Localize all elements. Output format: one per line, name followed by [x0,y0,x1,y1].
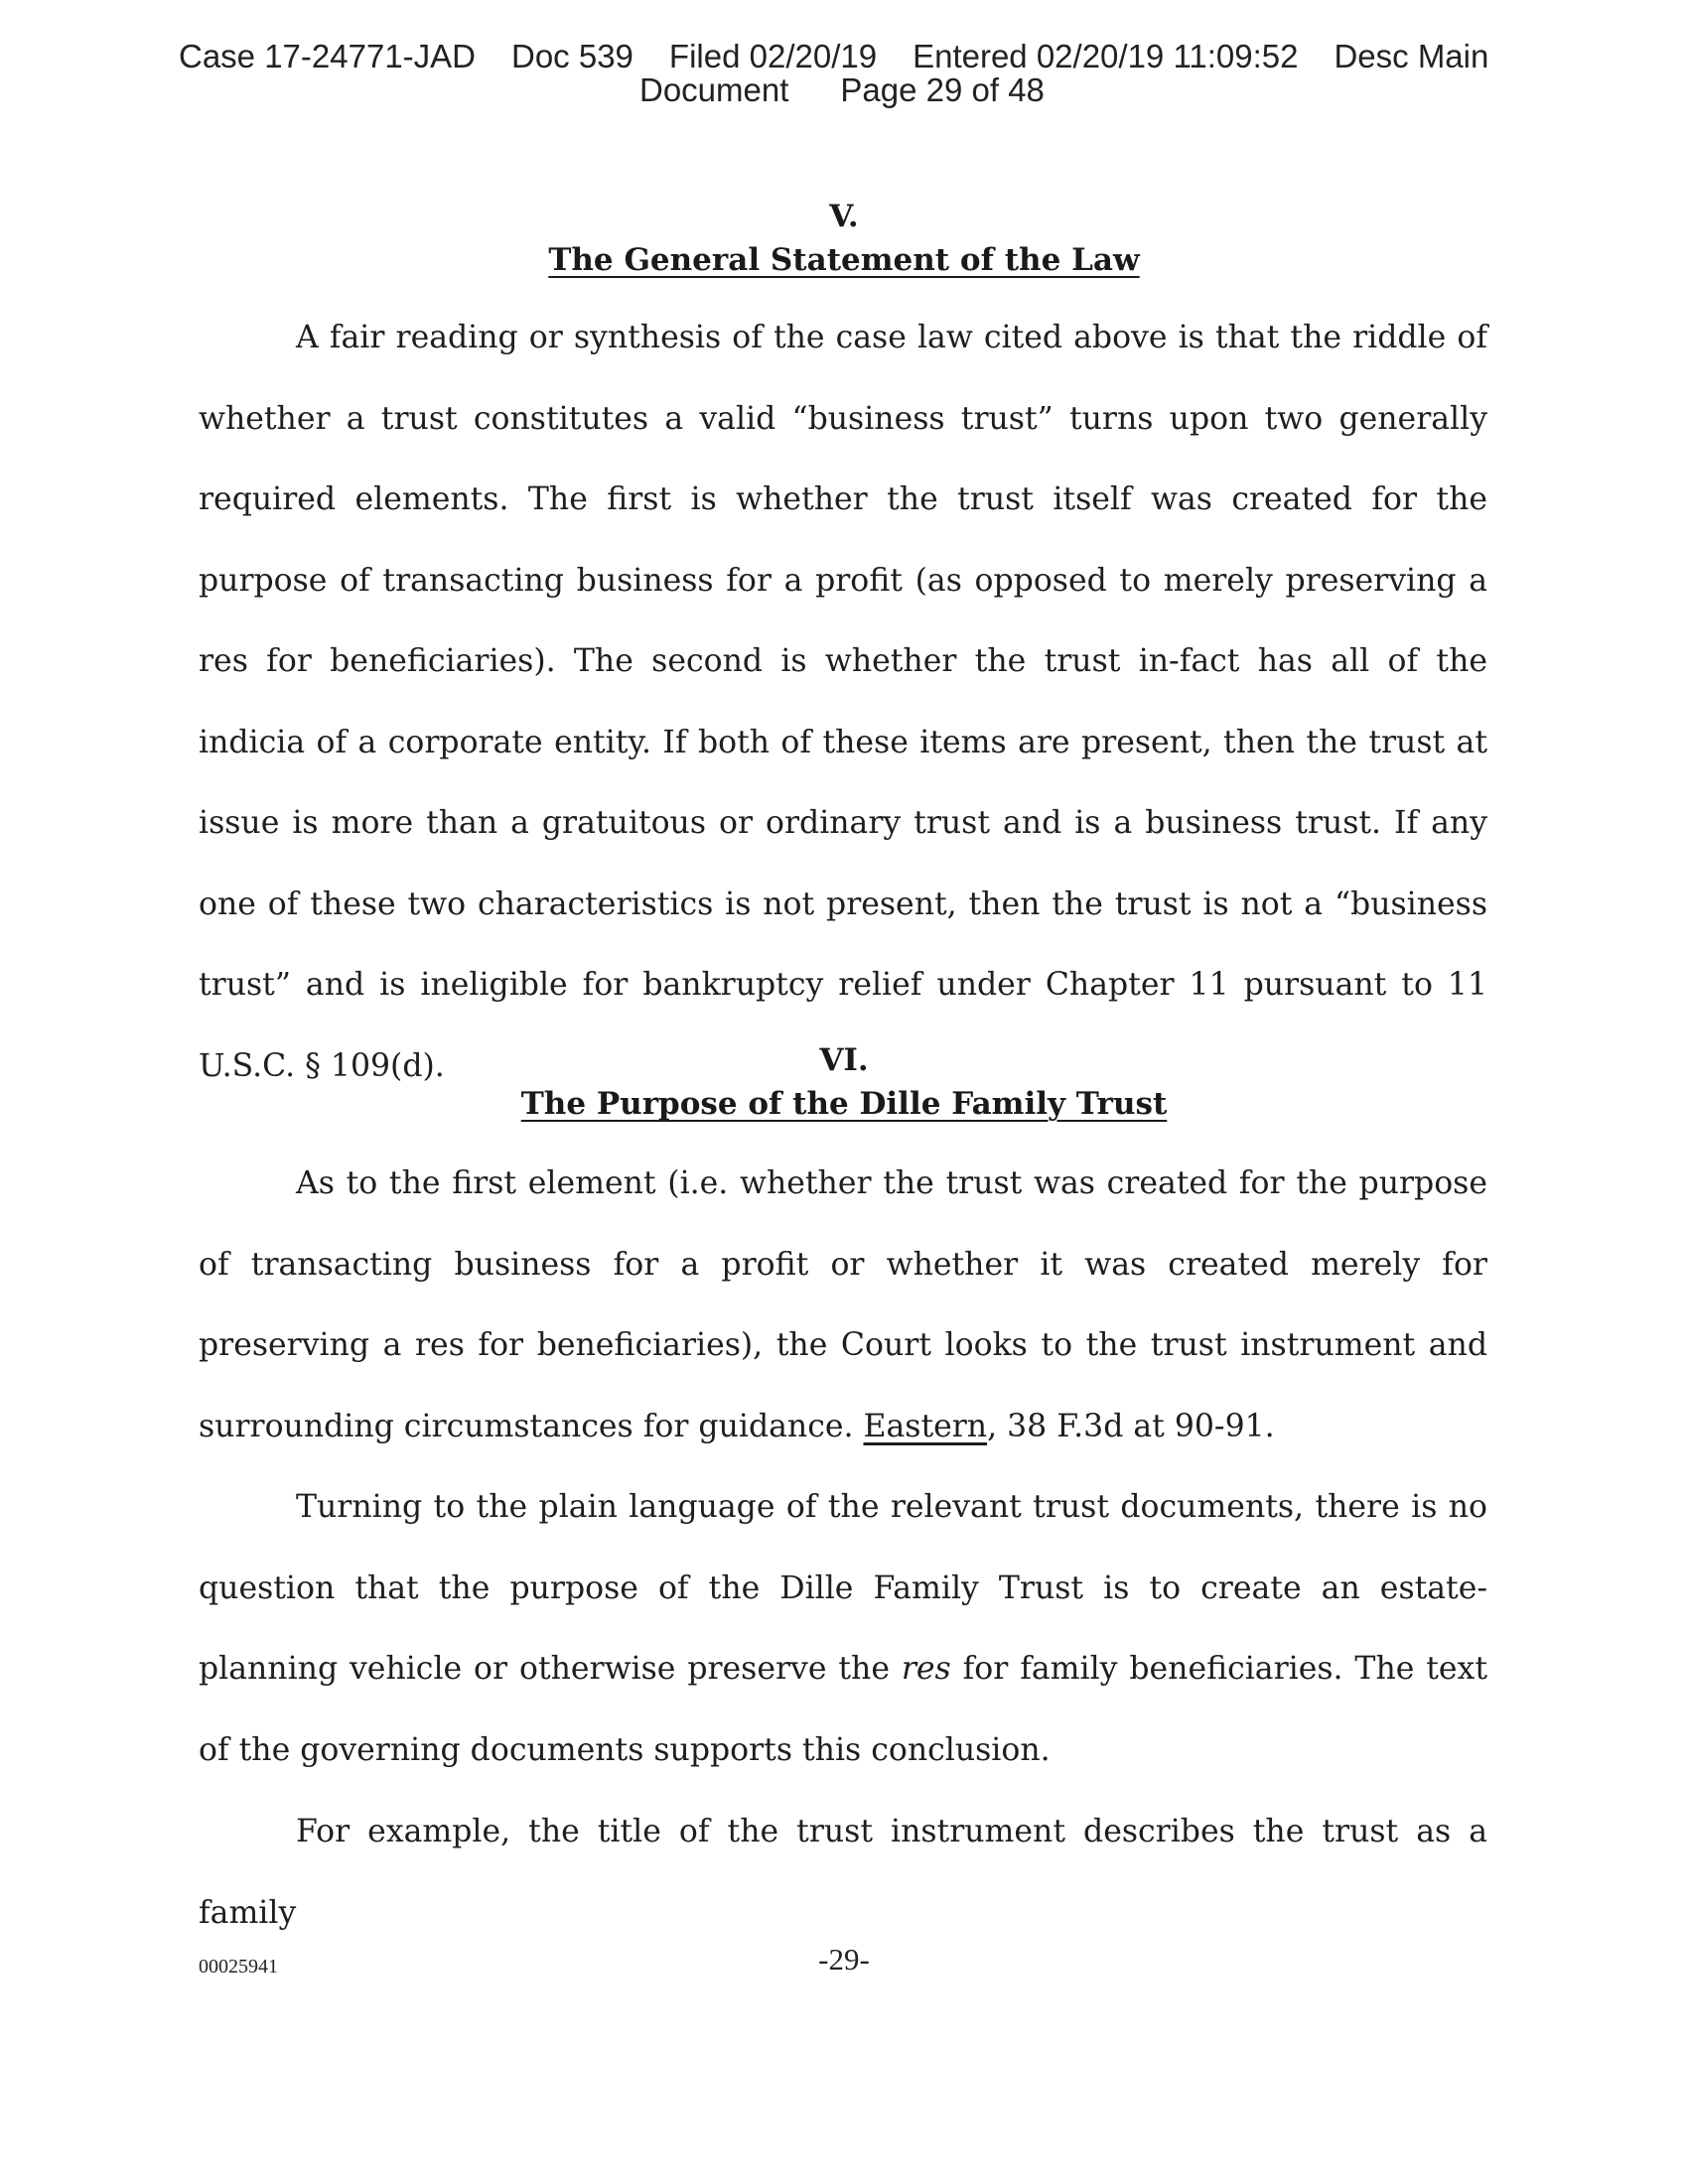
entered-date: Entered 02/20/19 11:09:52 [913,38,1299,74]
case-number: Case 17-24771-JAD [179,38,476,74]
paragraph-first-element-text: As to the first element (i.e. whether the trust was created for the purpose of transacting business for a profit or whether it was created merely for preserving a res for beneficiaries), the Court looks to the trust instrument and surrounding circumstances for guidance. [199,1165,1487,1444]
paragraph-general-statement: A fair reading or synthesis of the case law cited above is that the riddle of whether a trust constitutes a valid “business trust” turns upon two generally required elements. The first is whether the trust itself was created for the purpose of transacting business for a profit (as opposed to merely preserving a res for beneficiaries). The second is whether the trust in-fact has all of the indicia of a corporate entity. If both of these items are present, then the trust at issue is more than a gratuitous or ordinary trust and is a business trust. If any one of these two characteristics is not present, then the trust is not a “business trust” and is ineligible for bankruptcy relief under Chapter 11 pursuant to 11 U.S.C. § 109(d). [199,320,1487,1084]
document-id: 00025941 [199,1956,278,1978]
paragraph-for-example: For example, the title of the trust instrument describes the trust as a family [199,1814,1487,1931]
case-citation-eastern: Eastern [863,1408,988,1444]
section-v-heading [0,195,1688,282]
filing-stamp-line-2 [639,73,1045,107]
citation-pin-cite: , 38 F.3d at 90-91. [987,1408,1275,1444]
italic-res: res [901,1651,951,1687]
section-vi-heading [0,1038,1688,1126]
section-v-title: The General Statement of the Law [548,242,1140,278]
section-vi-title: The Purpose of the Dille Family Trust [520,1086,1168,1122]
page-number: -29- [818,1942,870,1977]
paragraph-plain-language-end: for family beneficiaries. The text of the governing documents supports this conclusion. [199,1651,1487,1768]
paragraph-first-element [199,1144,1487,1467]
document-label: Document [639,71,789,108]
paragraph-plain-language [199,1467,1487,1791]
desc-label: Desc Main [1334,38,1489,74]
page-indicator: Page 29 of 48 [840,71,1045,108]
paragraph-plain-language-text: Turning to the plain language of the relevant trust documents, there is no question that the purpose of the Dille Family Trust is to create an estate-planning vehicle or otherwise preserve the [199,1489,1487,1687]
doc-number: Doc 539 [511,38,633,74]
filed-date: Filed 02/20/19 [668,38,878,74]
section-vi-numeral: VI. [819,1042,869,1078]
section-v-numeral: V. [829,199,859,234]
filing-stamp-line-1 [179,40,1488,73]
